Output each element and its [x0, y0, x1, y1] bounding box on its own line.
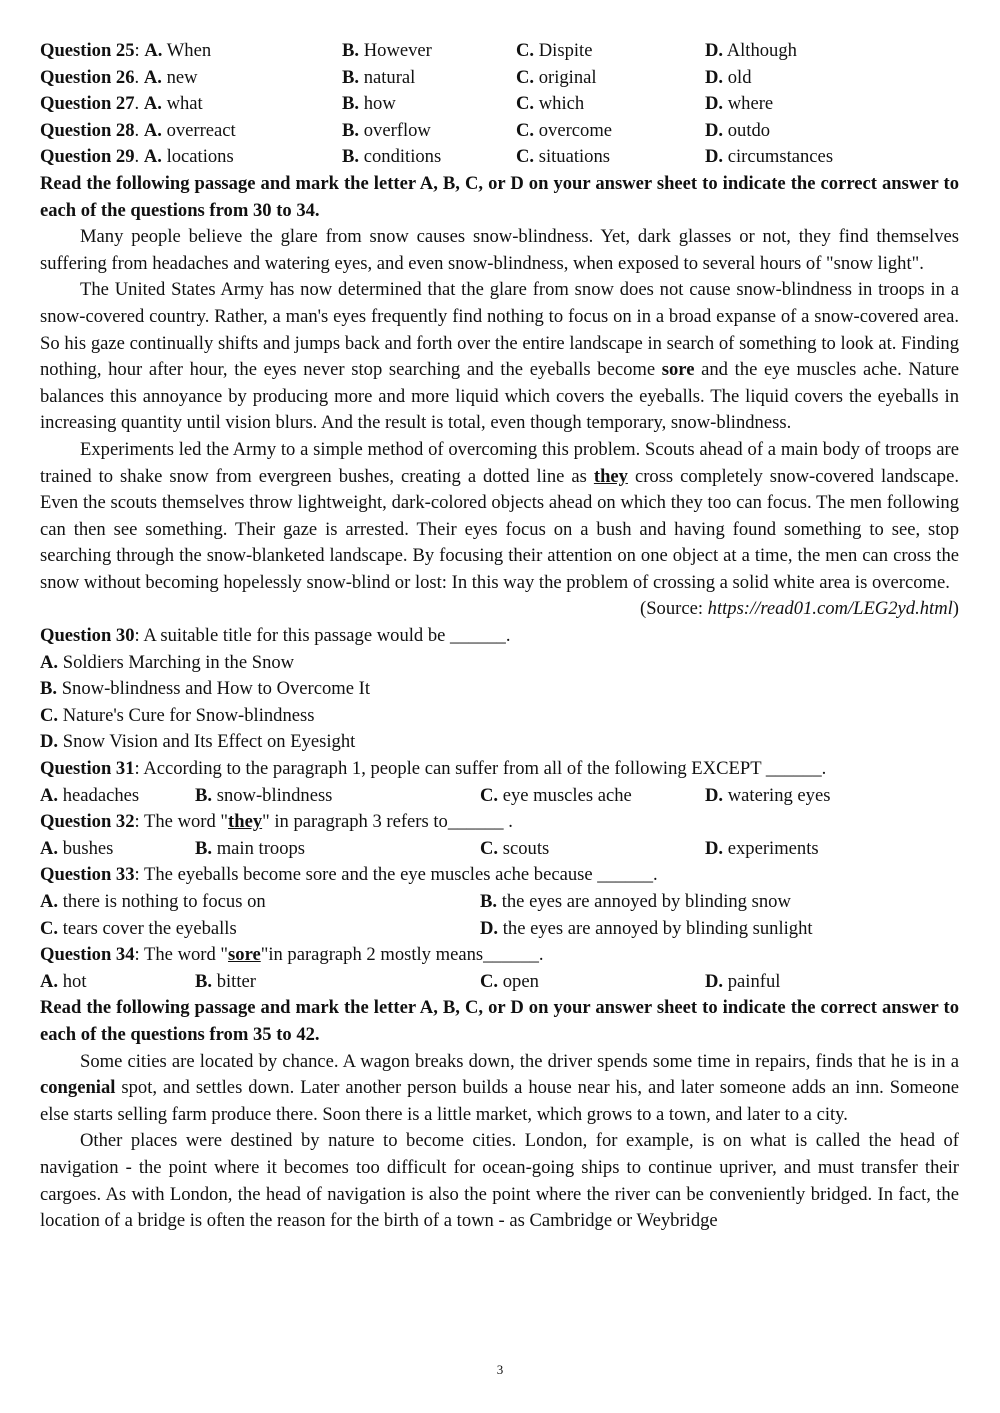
option-text: However	[363, 40, 432, 61]
answer-option: C. Nature's Cure for Snow-blindness	[40, 704, 315, 726]
document-page	[40, 38, 959, 1235]
keyword-congenial: congenial	[40, 1077, 116, 1099]
option-text: conditions	[363, 146, 442, 168]
question-stem: Question 30: A suitable title for this passage would be ______.	[40, 625, 511, 647]
option-text: Although	[726, 40, 797, 61]
question-row: Question 25: A. When B. However C. Dispite D. Although	[40, 40, 797, 61]
question-label: Question 30	[40, 625, 135, 647]
section-instruction: Read the following passage and mark the letter A, B, C, or D on your answer sheet to indicate the correct answer to each of the questions from 35 to 42.	[40, 997, 959, 1045]
question-row: Question 28. A. overreact B. overflow C. overcome D. outdo	[40, 119, 771, 141]
keyword-they: they	[593, 465, 628, 487]
passage-paragraph: Some cities are located by chance. A wagon breaks down, the driver spends some time in repairs, finds that he is in a congenial spot, and settles down. Later another person builds a house near his, and later someone adds an inn. Someone else starts selling farm produce there. Soon there is a little market, which grows to a town, and later to a city.	[40, 1050, 959, 1125]
source-citation: (Source: https://read01.com/LEG2yd.html)	[640, 598, 959, 620]
option-text: what	[166, 93, 203, 115]
option-text: how	[363, 93, 396, 115]
answer-option: B. Snow-blindness and How to Overcome It	[40, 678, 371, 700]
option-text: natural	[363, 66, 416, 88]
passage-paragraph: Experiments led the Army to a simple method of overcoming this problem. Scouts ahead of a main body of troops are trained to shake snow from evergreen bushes, creating a dotted line as they cross completely snow-covered landscape. Even the scouts themselves throw lightweight, dark-colored objects ahead on which they too can focus. The men following can then see something. Their gaze is arrested. Their eyes focus on a bush and having found something to see, stop searching through the snow-blanketed landscape. By focusing their attention on one object at a time, the men can cross the snow without becoming hopelessly snow-blind or lost: In this way the problem of crossing a solid white area is overcome.	[40, 438, 959, 593]
question-label: Question 34	[40, 944, 135, 966]
question-row: Question 27. A. what B. how C. which D. where	[40, 93, 774, 115]
source-link[interactable]: https://read01.com/LEG2yd.html	[707, 598, 953, 620]
option-text: overcome	[538, 119, 613, 141]
passage-paragraph: Other places were destined by nature to become cities. London, for example, is on what is called the head of navigation - the point where it becomes too difficult for ocean-going ships to continue upriver, and must transfer their cargoes. As with London, the head of navigation is also the point where the river can be conveniently bridged. In fact, the location of a bridge is often the reason for the birth of a town - as Cambridge or Weybridge	[40, 1130, 959, 1232]
question-stem: Question 33: The eyeballs become sore and the eye muscles ache because ______.	[40, 864, 658, 886]
question-label: Question 32	[40, 811, 135, 833]
question-label: Question 25	[40, 40, 135, 61]
passage-paragraph: The United States Army has now determined that the glare from snow does not cause snow-blindness in troops in a snow-covered country. Rather, a man's eyes frequently find nothing to focus on in a broad expanse of a snow-covered area. So his gaze continually shifts and jumps back and forth over the entire landscape in search of something to look at. Finding nothing, hour after hour, the eyes never stop searching and the eyeballs become sore and the eye muscles ache. Nature balances this annoyance by producing more and more liquid which covers the eyeballs. The liquid covers the eyeballs in increasing quantity until vision blurs. And the result is total, even though temporary, snow-blindness.	[40, 279, 959, 434]
option-text: locations	[166, 146, 234, 168]
question-row: Question 29. A. locations B. conditions C. situations D. circumstances	[40, 146, 834, 168]
option-text: old	[727, 66, 752, 88]
answer-options-row: A. there is nothing to focus on B. the eyes are annoyed by blinding snow	[40, 891, 791, 912]
option-text: overreact	[166, 119, 236, 141]
question-label: Question 31	[40, 758, 135, 780]
keyword-sore: sore	[661, 359, 695, 381]
passage-paragraph: Many people believe the glare from snow causes snow-blindness. Yet, dark glasses or not, they find themselves suffering from headaches and watering eyes, and even snow-blindness, when exposed to several hours of "snow light".	[40, 226, 959, 274]
question-label: Question 28	[40, 119, 135, 141]
question-label: Question 29	[40, 146, 135, 168]
answer-options-row: A. hot B. bitter C. open D. painful	[40, 970, 781, 992]
option-text: When	[166, 40, 212, 61]
question-row: Question 26. A. new B. natural C. original D. old	[40, 66, 752, 88]
answer-options-row: C. tears cover the eyeballs D. the eyes are annoyed by blinding sunlight	[40, 917, 813, 939]
question-grid	[40, 38, 959, 171]
option-text: situations	[538, 146, 611, 168]
option-text: outdo	[727, 119, 771, 141]
option-text: where	[727, 93, 774, 115]
question-label: Question 27	[40, 93, 135, 115]
question-stem: Question 32: The word "they" in paragraph 3 refers to______ .	[40, 811, 513, 833]
page-number: 3	[496, 1362, 504, 1377]
option-text: new	[166, 66, 198, 88]
answer-option: D. Snow Vision and Its Effect on Eyesight	[40, 731, 356, 753]
option-text: circumstances	[727, 146, 834, 168]
question-label: Question 26	[40, 66, 135, 88]
question-label: Question 33	[40, 864, 135, 886]
question-stem: Question 31: According to the paragraph 1, people can suffer from all of the following EXCEPT ______.	[40, 758, 827, 780]
option-text: Dispite	[538, 40, 593, 61]
section-instruction: Read the following passage and mark the letter A, B, C, or D on your answer sheet to indicate the correct answer to each of the questions from 30 to 34.	[40, 172, 959, 221]
option-text: which	[538, 93, 585, 115]
answer-option: A. Soldiers Marching in the Snow	[40, 651, 295, 673]
answer-options-row: A. headaches B. snow-blindness C. eye muscles ache D. watering eyes	[40, 784, 831, 806]
option-text: original	[538, 66, 597, 88]
question-stem: Question 34: The word "sore"in paragraph 2 mostly means______.	[40, 944, 544, 966]
answer-options-row: A. bushes B. main troops C. scouts D. experiments	[40, 837, 819, 859]
option-text: overflow	[363, 119, 431, 141]
